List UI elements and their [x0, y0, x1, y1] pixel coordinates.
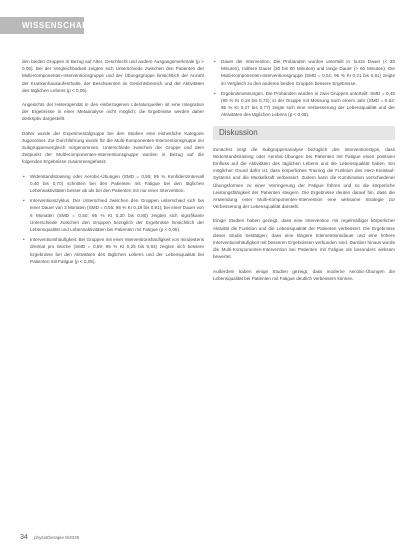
list-item: • Widerstandstraining oder Aerobic-Übungen (SMD = 0,55; 95 % Konfidenzintervall 0,40 bis 0,70) schnitten bei den Patienten mit Fatigue bei den täglichen Lebensaktivitäten besser ab als bei den Patienten mit nur einer Intervention.	[30, 173, 204, 195]
paragraph: Angesichts der Heterogenität in den einbezogenen Literaturquellen ist eine Integration der Ergebnisse in einer Metaanalyse nicht möglich; die Ergebnisse werden daher deskriptiv dargestellt.	[22, 102, 204, 122]
list-item: • Ergebnismessungen. Die Probanden wurden in zwei Gruppen unterteilt: SMD = 0,45 (95 % KI 0,18 bis 0,72); in der Gruppe mit Messung nach einem Jahr (SMD = 0,52; 95 % KI 0,27 bis 0,77) zeigte sich eine Verbesserung der Lebensqualität und der Aktivitäten des täglichen Lebens (p < 0,05).	[221, 90, 395, 119]
page-footer	[0, 532, 413, 544]
page-number: 34	[20, 534, 28, 541]
bullet-list	[22, 173, 204, 265]
list-item: • Interventionshäufigkeit. Bei Gruppen mit einer Interventionshäufigkeit von mindestens dreimal pro Woche (SMD = 0,59; 95 % KI 0,25 bis 0,93) zeigten sich bessere Ergebnisse bei den Aktivitäten des täglichen Lebens und der Lebensqualität bei Patienten mit Fatigue (p < 0,05).	[30, 236, 204, 265]
list-item: • Interventionszyklus. Der Unterschied zwischen den Gruppen unterschied sich bei einer Dauer von 3 Monaten (SMD = 0,55; 95 % KI 0,19 bis 0,91); bei einer Dauer von 6 Monaten (SMD = 0,50; 95 % KI 0,20 bis 0,80) zeigten sich signifikante Unterschiede zwischen den Gruppen bezüglich der Ergebnisse hinsichtlich der Lebensqualität und Lebensaktivitäten bei Patienten mit Fatigue (p < 0,05).	[30, 197, 204, 233]
discussion-heading: Diskussion	[219, 127, 258, 137]
journal-name: physiotherapie 9/2025	[34, 535, 80, 540]
paragraph: den beiden Gruppen in Bezug auf Alter, Geschlecht und andere Ausgangsmerkmale (p > 0,05). Bei der Vergleichbarkeit zeigten sich Unterschiede zwischen den Patienten der Multi-Komponenten-Interventionsgruppe und der Übungsgruppe hinsichtlich der Anzahl der Krankenhausaufenthalte, der Beschwerden im Gesichtsbereich und der Aktivitäten des täglichen Lebens (p < 0,05).	[22, 59, 204, 93]
list-item: • Dauer der Intervention. Die Probanden wurden unterteilt in: kurze Dauer (< 30 Minuten), mittlere Dauer (30 bis 60 Minuten) und lange Dauer (> 60 Minuten). Die Multi-Komponenten-Interventionsgruppe (SMD = 0,51; 95 % KI 0,21 bis 0,81) zeigte im Vergleich zu den anderen beiden Gruppen bessere Ergebnisse.	[221, 58, 395, 87]
right-column	[213, 58, 395, 289]
paragraph: Zunächst zeigt die Subgruppenanalyse bezüglich des Interventionstyps, dass Widerstandstraining oder Aerobic-Übungen bei Patienten mit Fatigue einen positiven Einfluss auf die Aktivitäten des täglichen Lebens und die Lebensqualität haben. Ein möglicher Grund dafür ist, dass körperliches Training die Funktion des Herz-Kreislauf-Systems und die Muskelkraft verbessert. Zudem kann die Kombination verschiedener Übungsformen zu einer Verringerung der Fatigue führen und so die körperliche Leistungsfähigkeit der Patienten steigern. Die Ergebnisse deuten darauf hin, dass die Anwendung einer Multi-Komponenten-Intervention eine wirksame Strategie zur Verbesserung der Lebensqualität darstellt.	[213, 146, 395, 210]
paragraph: Einige Studien haben gezeigt, dass eine Intervention mit regelmäßiger körperlicher Aktivität die Funktion und die Lebensqualität der Patienten verbessert. Die Ergebnisse dieser Studie bestätigen, dass eine längere Interventionsdauer und eine höhere Interventionshäufigkeit mit besseren Ergebnissen verbunden sind. Darüber hinaus wurde die Multi-Komponenten-Intervention bei Patienten mit Fatigue als besonders wirksam bewertet.	[213, 218, 395, 260]
discussion-heading-band	[213, 126, 395, 140]
paragraph: Daher wurde der Experimentalgruppe bei den Studien eine einheitliche Kategorie zugeordnet. Zur Durchführung wurde für die Multi-Komponenten-Interventionsgruppe ein Subgruppenvergleich vorgenommen. Unterschiede zwischen der Gruppe und dem Zeitpunkt der Multi-Komponenten-Interventionsgruppe wurden in Bezug auf die folgenden Ergebnisse zusammengefasst:	[22, 130, 204, 165]
left-column	[22, 58, 204, 272]
bullet-list	[213, 58, 395, 119]
paragraph: Außerdem haben einige Studien gezeigt, dass moderne Aerobic-Übungen die Lebensqualität bei Patienten mit Fatigue deutlich verbessern können.	[213, 268, 395, 281]
section-label: WISSENSCHAFT	[22, 21, 94, 30]
